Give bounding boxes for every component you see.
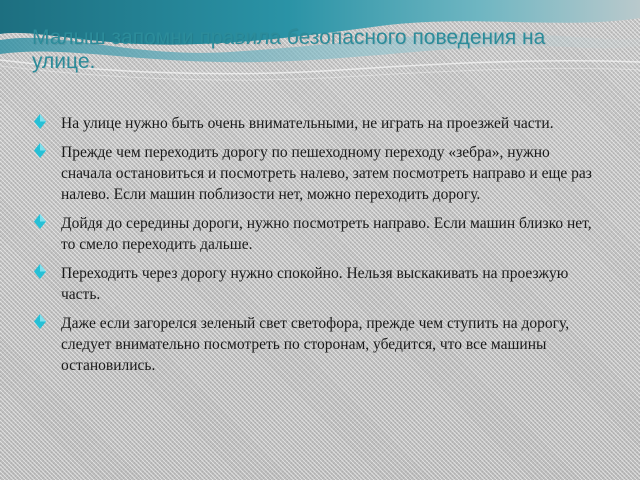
diamond-bullet-icon [34, 314, 46, 329]
slide-title: Малыш запомни правила безопасного поведения на улице. [32, 26, 546, 73]
bullet-text: Переходить через дорогу нужно спокойно. Нельзя выскакивать на проезжую часть. [61, 265, 569, 303]
bullet-text: Прежде чем переходить дорогу по пешеходному переходу «зебра», нужно сначала остановиться и посмотреть налево, затем посмотреть направо и еще раз налево. Если машин поблизости нет, можно переходить дорогу. [61, 144, 592, 203]
diamond-bullet-icon [34, 114, 46, 129]
diamond-bullet-icon [34, 264, 46, 279]
bullet-item [34, 142, 594, 205]
bullet-list [34, 113, 594, 384]
bullet-item [34, 313, 594, 376]
bullet-text: Даже если загорелся зеленый свет светофора, прежде чем ступить на дорогу, следует внимательно посмотреть по сторонам, убедится, что все машины остановились. [61, 315, 570, 374]
diamond-bullet-icon [34, 143, 46, 158]
bullet-item [34, 263, 594, 305]
bullet-item [34, 213, 594, 255]
diamond-bullet-icon [34, 214, 46, 229]
bullet-text: На улице нужно быть очень внимательными, не играть на проезжей части. [61, 115, 554, 132]
bullet-item [34, 113, 594, 134]
bullet-text: Дойдя до середины дороги, нужно посмотреть направо. Если машин близко нет, то смело переходить дальше. [61, 215, 592, 253]
